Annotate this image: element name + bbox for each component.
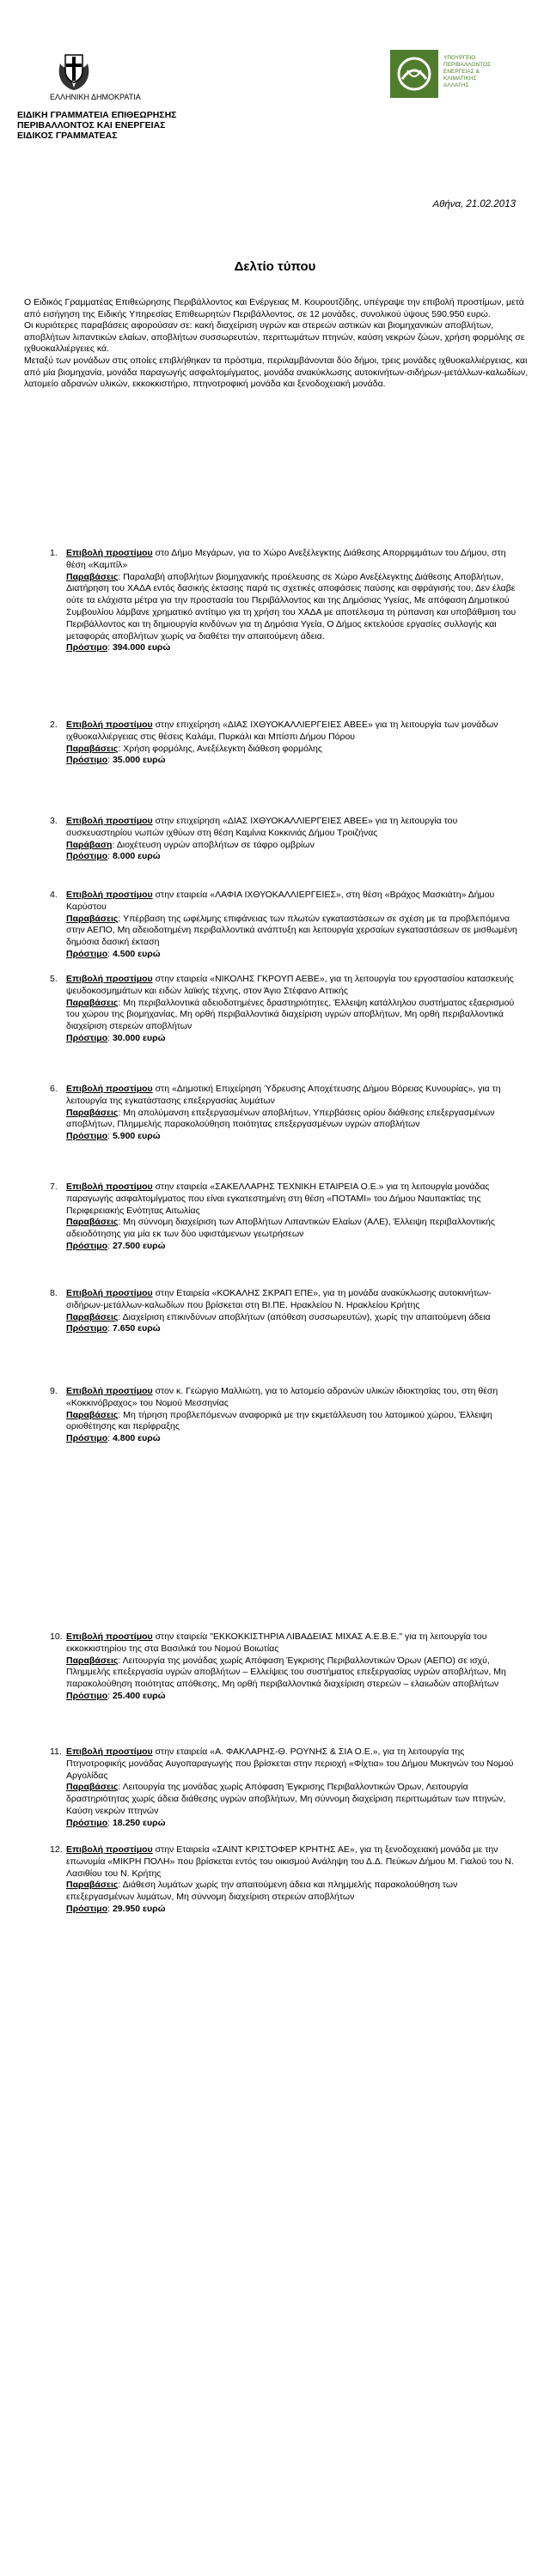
item-violations: Μη σύννομη διαχείριση των Αποβλήτων Λιπαντικών Ελαίων (ΑΛΕ), Έλλειψη περιβαλλοντικής αδειοδότησης για μία εκ των δύο υφιστάμενων γεωτρήσεων [66,1217,495,1240]
item-number: 12. [50,1844,63,1855]
fine-label: Επιβολή προστίμου [66,1386,153,1396]
item-violations: Διαχείριση επικινδύνων αποβλήτων (απόθεση συσσωρευτών), χωρίς την απαιτούμενη άδεια [122,1311,491,1322]
item-violations: Λειτουργία της μονάδας χωρίς Απόφαση Έγκρισης Περιβαλλοντικών Όρων, Λειτουργία δραστηριότητας χωρίς άδεια διάθεσης υγρών αποβλήτων, Μη σύννομη διαχείριση περιττωμάτων των πτηνών, Καύση νεκρών πτηνών [66,1782,506,1816]
fine-item: 6. Επιβολή προστίμου στη «Δημοτική Επιχείρηση Ύδρευσης Αποχέτευσης Δήμου Βόρειας Κυνουρίας», για τη λειτουργία της εγκατάστασης επεξεργασίας λυμάτων Παραβάσεις: Μη απολύμανση επεξεργασμένων αποβλήτων, Υπερβάσεις ορίου διάθεσης επεξεργασμένων αποβλήτων, Πλημμελής παρακολούθηση ποιότητας επεξεργασμένων υγρών αποβλήτων Πρόστιμο: 5.900 ευρώ [50,1084,501,1142]
violations-label: Παραβάσεις [66,1880,119,1891]
amount-label: Πρόστιμο [66,642,108,653]
amount-label: Πρόστιμο [66,1690,108,1701]
fine-label: Επιβολή προστίμου [66,816,153,826]
fine-item: 3. Επιβολή προστίμου στην επιχείρηση «ΔΙΑΣ ΙΧΘΥΟΚΑΛΛΙΕΡΓΕΙΕΣ ΑΒΕΕ» για τη λειτουργία του συσκευαστηρίου νωπών ιχθύων στη θέση Καμίνια Κοκκινιάς Δήμου Τροιζήνας Παράβαση: Διοχέτευση υγρών αποβλήτων σε τάφρο ομβρίων Πρόστιμο: 8.000 ευρώ [50,816,458,862]
item-amount: 5.900 ευρώ [112,1131,161,1142]
item-violations: Μη τήρηση προβλεπόμενων αναφορικά με την εκμετάλλευση του λατομικού χώρου, Έλλειψη οριοθέτησης και περίφραξης [66,1409,492,1432]
ministry-logo-text: ΥΠΟΥΡΓΕΙΟ ΠΕΡΙΒΑΛΛΟΝΤΟΣ ΕΝΕΡΓΕΙΑΣ & ΚΛΙΜΑΤΙΚΗΣ ΑΛΛΑΓΗΣ [443,55,492,88]
item-description: στην εταιρεία «ΛΑΦΙΑ ΙΧΘΥΟΚΑΛΛΙΕΡΓΕΙΕΣ», στη θέση «Βράχος Μασκιάτη» Δήμου Καρύστου [66,890,495,912]
secretariat-name: ΕΙΔΙΚΗ ΓΡΑΜΜΑΤΕΙΑ ΕΠΙΘΕΩΡΗΣΗΣ ΠΕΡΙΒΑΛΛΟΝΤΟΣ ΚΑΙ ΕΝΕΡΓΕΙΑΣ ΕΙΔΙΚΟΣ ΓΡΑΜΜΑΤΕΑΣ [17,110,177,141]
amount-label: Πρόστιμο [66,851,108,862]
fine-item: 8. Επιβολή προστίμου στην Εταιρεία «ΚΟΚΑΛΗΣ ΣΚΡΑΠ ΕΠΕ», για τη μονάδα ανακύκλωσης αυτοκινήτων-σιδήρων-μετάλλων-καλωδίων που βρίσκεται στη ΒΙ.ΠΕ. Ηρακλείου Ν. Ηρακλείου Κρήτης Παραβάσεις: Διαχείριση επικινδύνων αποβλήτων (απόθεση συσσωρευτών), χωρίς την απαιτούμενη άδεια Πρόστιμο: 7.650 ευρώ [50,1288,492,1334]
item-violations: Υπέρβαση της ωφέλιμης επιφάνειας των πλωτών εγκαταστάσεων σε σχέση με τα προβλεπόμενα στην ΑΕΠΟ, Μη αδειοδοτημένη περιβαλλοντικά ανάπτυξη και λειτουργία χερσαίων εγκαταστάσεων σε μισθωμένη δημόσια δασική έκταση [66,913,517,948]
item-amount: 27.500 ευρώ [112,1240,166,1251]
item-number: 1. [50,548,58,558]
fine-item: 9. Επιβολή προστίμου στον κ. Γεώργιο Μαλλιώτη, για το λατομείο αδρανών υλικών ιδιοκτησίας του, στη θέση «Κοκκινόβραχος» του Νομού Μεσσηνίας Παραβάσεις: Μη τήρηση προβλεπόμενων αναφορικά με την εκμετάλλευση του λατομικού χώρου, Έλλειψη οριοθέτησης και περίφραξης Πρόστιμο: 4.800 ευρώ [50,1386,498,1444]
fine-item: 10. Επιβολή προστίμου στην εταιρεία "ΕΚΚΟΚΚΙΣΤΗΡΙΑ ΛΙΒΑΔΕΙΑΣ ΜΙΧΑΣ Α.Ε.Β.Ε." για τη λειτουργία του εκκοκκιστηρίου της στα Βασιλικά του Νομού Βοιωτίας Παραβάσεις: Λειτουργία της μονάδας χωρίς Απόφαση Έγκρισης Περιβαλλοντικών Όρων (ΑΕΠΟ) σε ισχύ, Πλημμελής επεξεργασία υγρών αποβλήτων – Ελλείψεις του συστήματος επεξεργασίας υγρών αποβλήτων, Μη παρακολούθηση ποιότητας απόθεσης, Μη ορθή περιβαλλοντικά διαχείριση στερεών – ελαιωδών αποβλήτων Πρόστιμο: 25.400 ευρώ [50,1631,506,1701]
item-amount: 7.650 ευρώ [112,1323,161,1334]
item-description: στο Δήμο Μεγάρων, για το Χώρο Ανεξέλεγκτης Διάθεσης Απορριμμάτων του Δήμου, στη θέση «Καμπίλ» [66,548,506,570]
item-amount: 4.500 ευρώ [112,948,161,959]
fine-label: Επιβολή προστίμου [66,1631,153,1642]
item-violations: Διάθεση λυμάτων χωρίς την απαιτούμενη άδεια και πλημμελής παρακολούθηση των επεξεργασμένων λυμάτων, Μη σύννομη διαχείριση στερεών αποβλήτων [66,1880,458,1903]
violations-label: Παραβάσεις [66,1311,119,1322]
item-number: 10. [50,1631,63,1642]
fine-label: Επιβολή προστίμου [66,720,153,730]
item-amount: 35.000 ευρώ [112,755,166,766]
amount-label: Πρόστιμο [66,948,108,959]
item-violations: Μη περιβαλλοντικά αδειοδοτημένες δραστηριότητες, Έλλειψη κατάλληλου συστήματος εξαερισμού του χώρου της βιομηχανίας, Μη ορθή περιβαλλοντικά διαχείριση υγρών αποβλήτων, Μη ορθή περιβαλλοντικά διαχείριση στερεών αποβλήτων [66,997,515,1032]
amount-label: Πρόστιμο [66,1240,108,1251]
fine-label: Επιβολή προστίμου [66,1288,153,1298]
fine-label: Επιβολή προστίμου [66,890,153,900]
violations-label: Παραβάσεις [66,743,119,754]
item-description: στην επιχείρηση «ΔΙΑΣ ΙΧΘΥΟΚΑΛΛΙΕΡΓΕΙΕΣ ΑΒΕΕ» για τη λειτουργία του συσκευαστηρίου νωπών ιχθύων στη θέση Καμίνια Κοκκινιάς Δήμου Τροιζήνας [66,816,458,838]
intro-text [24,297,529,391]
item-number: 11. [50,1747,62,1757]
fine-label: Επιβολή προστίμου [66,974,153,984]
fine-item: 12. Επιβολή προστίμου στην Εταιρεία «ΣΑΙΝΤ ΚΡΙΣΤΟΦΕΡ ΚΡΗΤΗΣ ΑΕ», για τη ξενοδοχειακή μονάδα με την επωνυμία «ΜΙΚΡΗ ΠΟΛΗ» που βρίσκεται εντός του οικισμού Ανάληψη του Δ.Δ. Πεύκων Δήμου Μ. Γιαλού του Ν. Λασιθίου του Ν. Κρήτης Παραβάσεις: Διάθεση λυμάτων χωρίς την απαιτούμενη άδεια και πλημμελής παρακολούθηση των επεξεργασμένων λυμάτων, Μη σύννομη διαχείριση στερεών αποβλήτων Πρόστιμο: 29.950 ευρώ [50,1844,514,1914]
item-description: στην εταιρεία «ΝΙΚΟΛΗΣ ΓΚΡΟΥΠ ΑΕΒΕ», για τη λειτουργία του εργοστασίου κατασκευής ψευδοκοσμημάτων και ειδών λαϊκής τέχνης, στον Άγιο Στέφανο Αττικής [66,974,514,996]
violations-label: Παραβάσεις [66,1782,119,1793]
government-name: ΕΛΛΗΝΙΚΗ ΔΗΜΟΚΡΑΤΙΑ [50,93,141,101]
fine-item: 7. Επιβολή προστίμου στην εταιρεία «ΣΑΚΕΛΛΑΡΗΣ ΤΕΧΝΙΚΗ ΕΤΑΙΡΕΙΑ Ο.Ε.» για τη λειτουργία μονάδας παραγωγής ασφαλτομίγματος που είναι εγκατεστημένη στη θέση «ΠΟΤΑΜΙ» του Δήμου Ναυπακτίας της Περιφερειακής Ενότητας Αιτωλίας Παραβάσεις: Μη σύννομη διαχείριση των Αποβλήτων Λιπαντικών Ελαίων (ΑΛΕ), Έλλειψη περιβαλλοντικής αδειοδότησης για μία εκ των δύο υφιστάμενων γεωτρήσεων Πρόστιμο: 27.500 ευρώ [50,1182,495,1251]
fine-label: Επιβολή προστίμου [66,1747,153,1757]
item-description: στην εταιρεία «ΣΑΚΕΛΛΑΡΗΣ ΤΕΧΝΙΚΗ ΕΤΑΙΡΕΙΑ Ο.Ε.» για τη λειτουργία μονάδας παραγωγής ασφαλτομίγματος που είναι εγκατεστημένη στη θέση «ΠΟΤΑΜΙ» του Δήμου Ναυπακτίας της Περιφερειακής Ενότητας Αιτωλίας [66,1182,490,1216]
item-violations: Χρήση φορμόλης, Ανεξέλεγκτη διάθεση φορμόλης [123,743,322,754]
amount-label: Πρόστιμο [66,1433,108,1444]
violations-label: Παραβάσεις [66,1655,119,1666]
release-date: Αθήνα, 21.02.2013 [432,199,516,210]
amount-label: Πρόστιμο [66,1032,108,1043]
fine-item: 11. Επιβολή προστίμου στην εταιρεία «Α. ΦΑΚΛΑΡΗΣ-Θ. ΡΟΥΝΗΣ & ΣΙΑ Ο.Ε.», για τη λειτουργία της Πτηνοτροφικής μονάδας Αυγοπαραγωγής που βρίσκεται στην περιοχή «Φίχτια» του Δήμου Μυκηνών του Νομού Αργολίδας Παραβάσεις: Λειτουργία της μονάδας χωρίς Απόφαση Έγκρισης Περιβαλλοντικών Όρων, Λειτουργία δραστηριότητας χωρίς άδεια διάθεσης υγρών αποβλήτων, Μη σύννομη διαχείριση περιττωμάτων των πτηνών, Καύση νεκρών πτηνών Πρόστιμο: 18.250 ευρώ [50,1747,514,1828]
amount-label: Πρόστιμο [66,1323,108,1334]
item-violations: Λειτουργία της μονάδας χωρίς Απόφαση Έγκρισης Περιβαλλοντικών Όρων (ΑΕΠΟ) σε ισχύ, Πλημμελής επεξεργασία υγρών αποβλήτων – Ελλείψεις του συστήματος επεξεργασίας υγρών αποβλήτων, Μη παρακολούθηση ποιότητας απόθεσης, Μη ορθή περιβαλλοντικά διαχείριση στερεών – ελαιωδών αποβλήτων [66,1655,506,1690]
item-number: 5. [50,974,58,984]
fine-item: 2. Επιβολή προστίμου στην επιχείρηση «ΔΙΑΣ ΙΧΘΥΟΚΑΛΛΙΕΡΓΕΙΕΣ ΑΒΕΕ» για τη λειτουργία των μονάδων ιχθυοκαλλιέργειας στις θέσεις Καλάμι, Πυρκάλι και Μπίσπι Δήμου Πόρου Παραβάσεις: Χρήση φορμόλης, Ανεξέλεγκτη διάθεση φορμόλης Πρόστιμο: 35.000 ευρώ [50,720,498,766]
item-violations: Παραλαβή αποβλήτων βιομηχανικής προέλευσης σε Χώρο Ανεξέλεγκτης Διάθεσης Αποβλήτων, Διατήρηση του ΧΑΔΑ εντός δασικής έκτασης παρά τις σχετικές αποφάσεις παύσης και σφράγισής του, Δεν έλαβε ούτε τα ελάχιστα μέτρα για την προστασία του Περιβάλλοντος και της Δημόσιας Υγείας, Με απόφαση Δημοτικού Συμβουλίου λάμβανε χρηματικό αντίτιμο για τη χρήση του ΧΑΔΑ με αποτέλεσμα τη ρύπανση και υποβάθμιση του Περιβάλλοντος και τη δημιουργία κινδύνων για τη Δημόσια Υγεία, Ο Δήμος εκτελούσε εργασίες συλλογής και μεταφοράς αποβλήτων χωρίς να διαθέτει την απαιτούμενη άδεια. [66,571,516,641]
violations-label: Παραβάσεις [66,571,119,582]
violations-label: Παραβάσεις [66,913,119,924]
item-amount: 30.000 ευρώ [112,1032,166,1043]
fine-label: Επιβολή προστίμου [66,1084,153,1094]
amount-label: Πρόστιμο [66,1903,108,1914]
fine-item: 4. Επιβολή προστίμου στην εταιρεία «ΛΑΦΙΑ ΙΧΘΥΟΚΑΛΛΙΕΡΓΕΙΕΣ», στη θέση «Βράχος Μασκιάτη» Δήμου Καρύστου Παραβάσεις: Υπέρβαση της ωφέλιμης επιφάνειας των πλωτών εγκαταστάσεων σε σχέση με τα προβλεπόμενα στην ΑΕΠΟ, Μη αδειοδοτημένη περιβαλλοντικά ανάπτυξη και λειτουργία χερσαίων εγκαταστάσεων σε μισθωμένη δημόσια δασική έκταση Πρόστιμο: 4.500 ευρώ [50,890,517,959]
greek-emblem-icon [55,50,93,91]
item-description: στην Εταιρεία «ΚΟΚΑΛΗΣ ΣΚΡΑΠ ΕΠΕ», για τη μονάδα ανακύκλωσης αυτοκινήτων-σιδήρων-μετάλλων-καλωδίων που βρίσκεται στη ΒΙ.ΠΕ. Ηρακλείου Ν. Ηρακλείου Κρήτης [66,1288,492,1310]
page-title: Δελτίο τύπου [234,259,316,274]
fine-label: Επιβολή προστίμου [66,548,153,558]
item-number: 4. [50,890,58,900]
item-description: στον κ. Γεώργιο Μαλλιώτη, για το λατομείο αδρανών υλικών ιδιοκτησίας του, στη θέση «Κοκκινόβραχος» του Νομού Μεσσηνίας [66,1386,498,1408]
item-violations: Διοχέτευση υγρών αποβλήτων σε τάφρο ομβρίων [116,839,315,850]
ministry-logo [390,50,528,98]
amount-label: Πρόστιμο [66,1817,108,1828]
ministry-logo-icon [390,50,438,98]
item-description: στη «Δημοτική Επιχείρηση Ύδρευσης Αποχέτευσης Δήμου Βόρειας Κυνουρίας», για τη λειτουργία της εγκατάστασης επεξεργασίας λυμάτων [66,1084,501,1106]
item-number: 7. [50,1182,58,1192]
violations-label: Παράβαση [66,839,113,850]
intro-paragraph: Ο Ειδικός Γραμματέας Επιθεώρησης Περιβάλλοντος και Ενέργειας Μ. Κουρουτζίδης, υπέγραψε την επιβολή προστίμων, μετά από εισήγηση της Ειδικής Υπηρεσίας Επιθεωρητών Περιβάλλοντος, σε 12 μονάδες, συνολικού ύψους 590.950 ευρώ. [24,297,524,319]
item-number: 2. [50,720,58,730]
fine-item: 5. Επιβολή προστίμου στην εταιρεία «ΝΙΚΟΛΗΣ ΓΚΡΟΥΠ ΑΕΒΕ», για τη λειτουργία του εργοστασίου κατασκευής ψευδοκοσμημάτων και ειδών λαϊκής τέχνης, στον Άγιο Στέφανο Αττικής Παραβάσεις: Μη περιβαλλοντικά αδειοδοτημένες δραστηριότητες, Έλλειψη κατάλληλου συστήματος εξαερισμού του χώρου της βιομηχανίας, Μη ορθή περιβαλλοντικά διαχείριση υγρών αποβλήτων, Μη ορθή περιβαλλοντικά διαχείριση στερεών αποβλήτων Πρόστιμο: 30.000 ευρώ [50,974,515,1043]
violations-label: Παραβάσεις [66,1107,119,1118]
item-amount: 25.400 ευρώ [112,1690,166,1701]
item-amount: 8.000 ευρώ [112,851,161,862]
item-description: στην Εταιρεία «ΣΑΙΝΤ ΚΡΙΣΤΟΦΕΡ ΚΡΗΤΗΣ ΑΕ», για τη ξενοδοχειακή μονάδα με την επωνυμία «ΜΙΚΡΗ ΠΟΛΗ» που βρίσκεται εντός του οικισμού Ανάληψη του Δ.Δ. Πεύκων Δήμου Μ. Γιαλού του Ν. Λασιθίου του Ν. Κρήτης [66,1844,514,1879]
intro-paragraph: Μεταξύ των μονάδων στις οποίες επιβλήθηκαν τα πρόστιμα, περιλαμβάνονται δύο δήμοι, τρεις μονάδες ιχθυοκαλλιέργειας, και από μία βιομηχανία, μονάδα παραγωγής ασφαλτομίγματος, μονάδα ανακύκλωσης αυτοκινήτων-σιδήρων-μετάλλων-καλωδίων, λατομείο αδρανών υλικών, εκκοκκιστήριο, πτηνοτροφική μονάδα και ξενοδοχειακή μονάδα. [24,355,529,390]
item-amount: 394.000 ευρώ [112,642,171,653]
item-violations: Μη απολύμανση επεξεργασμένων αποβλήτων, Υπερβάσεις ορίου διάθεσης επεξεργασμένων αποβλήτων, Πλημμελής παρακολούθηση ποιότητας επεξεργασμένων υγρών αποβλήτων [66,1107,495,1130]
amount-label: Πρόστιμο [66,1131,108,1142]
item-amount: 29.950 ευρώ [112,1903,166,1914]
violations-label: Παραβάσεις [66,1409,119,1420]
item-amount: 4.800 ευρώ [112,1433,161,1444]
fine-item: 1. Επιβολή προστίμου στο Δήμο Μεγάρων, για το Χώρο Ανεξέλεγκτης Διάθεσης Απορριμμάτων του Δήμου, στη θέση «Καμπίλ» Παραβάσεις: Παραλαβή αποβλήτων βιομηχανικής προέλευσης σε Χώρο Ανεξέλεγκτης Διάθεσης Αποβλήτων, Διατήρηση του ΧΑΔΑ εντός δασικής έκτασης παρά τις σχετικές αποφάσεις παύσης και σφράγισής του, Δεν έλαβε ούτε τα ελάχιστα μέτρα για την προστασία του Περιβάλλοντος και της Δημόσιας Υγείας, Με απόφαση Δημοτικού Συμβουλίου λάμβανε χρηματικό αντίτιμο για τη χρήση του ΧΑΔΑ με αποτέλεσμα τη ρύπανση και υποβάθμιση του Περιβάλλοντος και τη δημιουργία κινδύνων για τη Δημόσια Υγεία, Ο Δήμος εκτελούσε εργασίες συλλογής και μεταφοράς αποβλήτων χωρίς να διαθέτει την απαιτούμενη άδεια. Πρόστιμο: 394.000 ευρώ [50,548,516,653]
fine-label: Επιβολή προστίμου [66,1182,153,1192]
violations-label: Παραβάσεις [66,997,119,1008]
intro-paragraph: Οι κυριότερες παραβάσεις αφορούσαν σε: κακή διαχείριση υγρών και στερεών αστικών και βιομηχανικών αποβλήτων, αποβλήτων λιπαντικών ελαίων, αποβλήτων συσσωρευτών, περιττωμάτων πτηνών, καύση νεκρών ζώων, χρήση φορμόλης σε ιχθυοκαλλιέργειες κά. [24,320,525,355]
item-description: στην εταιρεία "ΕΚΚΟΚΚΙΣΤΗΡΙΑ ΛΙΒΑΔΕΙΑΣ ΜΙΧΑΣ Α.Ε.Β.Ε." για τη λειτουργία του εκκοκκιστηρίου της στα Βασιλικά του Νομού Βοιωτίας [66,1631,487,1654]
violations-label: Παραβάσεις [66,1217,119,1228]
item-number: 3. [50,816,58,826]
item-number: 8. [50,1288,58,1298]
item-amount: 18.250 ευρώ [112,1817,166,1828]
amount-label: Πρόστιμο [66,755,108,766]
item-description: στην επιχείρηση «ΔΙΑΣ ΙΧΘΥΟΚΑΛΛΙΕΡΓΕΙΕΣ ΑΒΕΕ» για τη λειτουργία των μονάδων ιχθυοκαλλιέργειας στις θέσεις Καλάμι, Πυρκάλι και Μπίσπι Δήμου Πόρου [66,720,498,742]
fine-label: Επιβολή προστίμου [66,1844,153,1855]
item-description: στην εταιρεία «Α. ΦΑΚΛΑΡΗΣ-Θ. ΡΟΥΝΗΣ & ΣΙΑ Ο.Ε.», για τη λειτουργία της Πτηνοτροφικής μονάδας Αυγοπαραγωγής που βρίσκεται στην περιοχή «Φίχτια» του Δήμου Μυκηνών του Νομού Αργολίδας [66,1747,514,1781]
item-number: 9. [50,1386,58,1396]
item-number: 6. [50,1084,58,1094]
